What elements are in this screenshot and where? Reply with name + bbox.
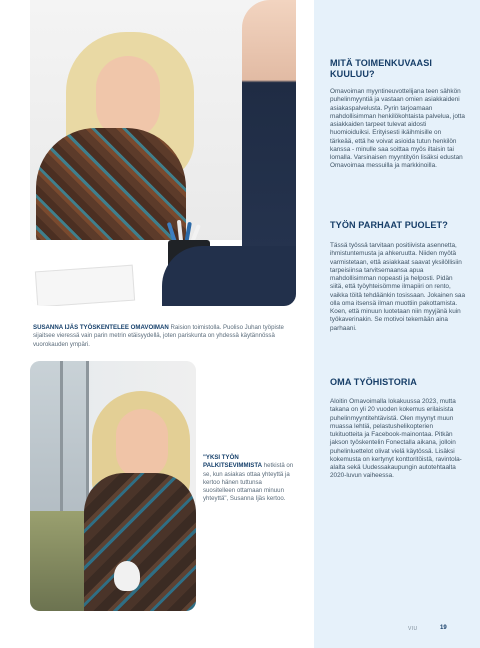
quote-lead: "YKSI TYÖN PALKITSEVIMMISTA bbox=[203, 454, 263, 470]
papers-on-desk bbox=[35, 265, 135, 306]
body-work-history: Aloitin Omavoimalla lokakuussa 2023, mutta takana on yli 20 vuoden kokemus erilaisista puhelinmyyntitehtävistä. Olen myynyt muun muassa lehtiä, pelastushelikopterien tukituotteita ja Facebook-mainontaa. Pitkän jakson työskentelin Fonectalla aikana, jolloin puhelinluettelot olivat vielä käytössä. Lisäksi kokemusta on kertynyt konttoritöistä, ravintola-alalta sekä Uudessakaupungin autotehtaalta 2020-luvun vaiheessa. bbox=[330, 398, 462, 480]
body-best-parts: Tässä työssä tarvitaan positiivista asennetta, ihmistuntemusta ja ahkeruutta. Niiden myötä varmistetaan, että asiakkaat saavat yksilöllisiin tarpeisiinsa tarvitsemaansa apua mahdollisimman nopeasti ja helposti. Pidän siitä, että työyhteisömme ilmapiiri on rento, vaikka töitä tehdäänkin tosissaan. Jokainen saa olla oma itsensä ilman muottiin pakottamista. Koen, että minuun luotetaan niin myyjänä kuin työkaverinakin. Se motivoi tekemään aina parhaani. bbox=[330, 242, 465, 332]
photo-office-desk bbox=[30, 0, 296, 306]
page-number: 19 bbox=[440, 625, 447, 631]
man-foreground bbox=[242, 0, 296, 250]
caption-text: Raision toimistolla. Puoliso Juhan työpiste sijaitsee vieressä vain parin metrin etäisyydellä, joten pariskunta on yhdessä käytännössä vuorokauden ympäri. bbox=[33, 324, 284, 348]
portrait-face bbox=[116, 409, 168, 479]
photo-portrait bbox=[30, 361, 196, 611]
photo-caption bbox=[33, 324, 295, 349]
heading-best-parts: TYÖN PARHAAT PUOLET? bbox=[330, 220, 448, 230]
eagle-motif bbox=[114, 561, 140, 591]
heading-job-description: MITÄ TOIMENKUVAASI KUULUU? bbox=[330, 58, 432, 79]
pens-in-cup bbox=[162, 222, 206, 242]
quote-text: hetkistä on se, kun asiakas ottaa yhteyttä ja kertoo hänen tuttunsa suositelleen ottamaan minuun yhteyttä", Susanna Ijäs kertoo. bbox=[203, 462, 294, 503]
body-job-description: Omavoiman myyntineuvottelijana teen sähkön puhelinmyyntiä ja vastaan omien asiakkaideni asiakaspalvelusta. Pyrin tarjoamaan mahdollisimman henkilökohtaista palvelua, jotta asiakkaiden tarpeet tulevat aidosti huomioiduiksi. Erityisesti ikäihmisille on tärkeää, että he voivat asioida tutun henkilön kanssa - minulle saa soittaa myös iltaisin tai lomalla. Varsinaisen myyntityön lisäksi edustan Omavoimaa messuilla ja markkinoilla. bbox=[330, 88, 465, 170]
portrait-top bbox=[84, 473, 196, 611]
pull-quote bbox=[203, 454, 295, 503]
heading-work-history: OMA TYÖHISTORIA bbox=[330, 377, 417, 387]
woman-face bbox=[96, 56, 160, 138]
footer-title: VIU bbox=[408, 626, 418, 632]
man-arm bbox=[162, 246, 296, 306]
plant bbox=[30, 511, 86, 611]
caption-lead: SUSANNA IJÄS TYÖSKENTELEE OMAVOIMAN bbox=[33, 324, 169, 332]
